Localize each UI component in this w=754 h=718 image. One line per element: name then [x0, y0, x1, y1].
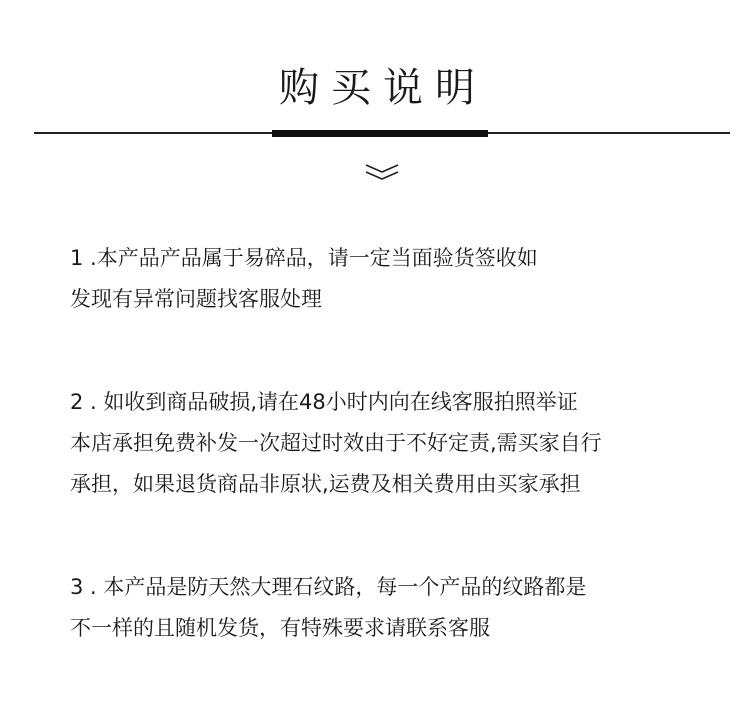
- instruction-item-1: [70, 238, 720, 320]
- instruction-line: 不一样的且随机发货，有特殊要求请联系客服: [70, 616, 490, 640]
- instruction-line: 承担，如果退货商品非原状,运费及相关费用由买家承担: [70, 472, 581, 496]
- instruction-line: 发现有异常问题找客服处理: [70, 287, 322, 311]
- instruction-line: 1 .本产品产品属于易碎品，请一定当面验货签收如: [70, 246, 538, 270]
- double-chevron-down-icon: [363, 160, 401, 184]
- instruction-item-3: [70, 567, 720, 649]
- instruction-item-2: [70, 382, 720, 505]
- instructions-list: [70, 238, 720, 649]
- instruction-line: 2 . 如收到商品破损,请在48小时内向在线客服拍照举证: [70, 390, 578, 414]
- instruction-line: 3 . 本产品是防天然大理石纹路，每一个产品的纹路都是: [70, 575, 587, 599]
- instruction-line: 本店承担免费补发一次超过时效由于不好定责,需买家自行: [70, 431, 602, 455]
- title-divider-accent: [272, 130, 488, 137]
- page-title: 购买说明: [279, 65, 487, 111]
